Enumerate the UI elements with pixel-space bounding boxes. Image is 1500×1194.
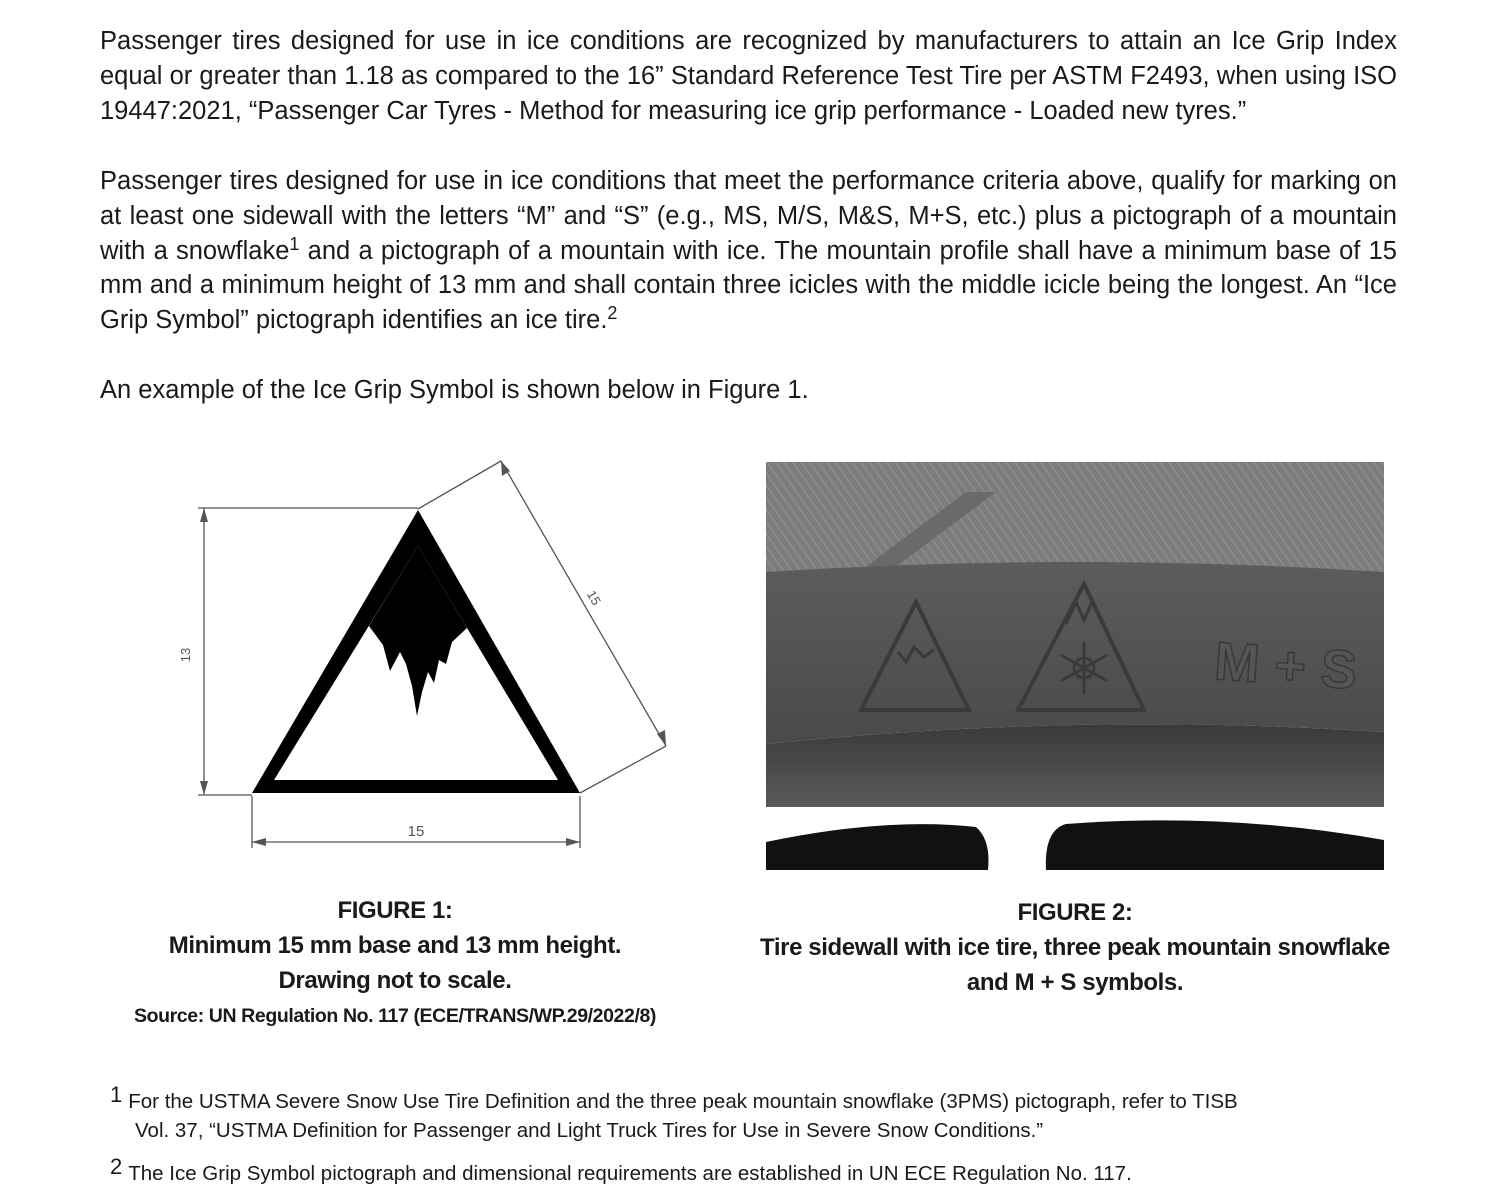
paragraph-ice-grip-index: Passenger tires designed for use in ice conditions are recognized by manufacturers to attain an Ice Grip Index equal or greater than 1.18 as compared to the 16” Standard Reference Test Tire per ASTM F2493, when using ISO 19447:2021, “Passenger Car Tyres - Method for measuring ice grip performance - Loaded new tyres.”	[100, 27, 1397, 125]
figure-1-caption-line2: Drawing not to scale.	[278, 967, 512, 994]
figure-1-title: FIGURE 1:	[337, 897, 453, 924]
figure-1-caption	[100, 893, 690, 1030]
figure-1-source: Source: UN Regulation No. 117 (ECE/TRANS/WP.29/2022/8)	[133, 1005, 657, 1027]
footnote-ref-2[interactable]: 2	[607, 303, 618, 324]
footnote-1-number: 1	[110, 1082, 123, 1107]
figure-1-caption-line1: Minimum 15 mm base and 13 mm height.	[168, 932, 622, 959]
figure-2-title: FIGURE 2:	[1017, 899, 1133, 926]
tire-rim-band	[766, 724, 1384, 807]
footnote-1-line2: Vol. 37, “USTMA Definition for Passenger and Light Truck Tires for Use in Severe Snow Conditions.”	[135, 1119, 1044, 1142]
figure-2-caption-line2: and M + S symbols.	[966, 969, 1184, 996]
footnote-1	[110, 1080, 1370, 1145]
footnote-2-line1: The Ice Grip Symbol pictograph and dimensional requirements are established in UN ECE Regulation No. 117.	[128, 1162, 1132, 1185]
footnote-2-number: 2	[110, 1154, 123, 1179]
dimension-height-label: 13	[178, 647, 193, 663]
m-plus-s-marking: M + S	[1212, 631, 1359, 701]
paragraph-marking-text-a: Passenger tires designed for use in ice conditions that meet the performance criteria above, qualify for marking on at least one sidewall with the letters “M” and “S” (e.g., MS, M/S, M&S, M+S, etc.) plus a pictograph of a mountain with a snowflake	[100, 167, 1397, 265]
paragraph-figure-intro: An example of the Ice Grip Symbol is shown below in Figure 1.	[100, 376, 809, 404]
figure-2-caption-line1: Tire sidewall with ice tire, three peak mountain snowflake	[760, 934, 1390, 961]
paragraph-marking-text-b: and a pictograph of a mountain with ice. The mountain profile shall have a minimum base of 15 mm and a minimum height of 13 mm and shall contain three icicles with the middle icicle being the longest. An “Ice Grip Symbol” pictograph identifies an ice tire.	[100, 236, 1397, 335]
figure-2-caption	[755, 895, 1395, 1000]
ice-grip-symbol-drawing	[160, 450, 680, 870]
footnote-1-line1: For the USTMA Severe Snow Use Tire Definition and the three peak mountain snowflake (3PMS) pictograph, refer to TISB	[128, 1090, 1238, 1113]
footnote-2	[110, 1152, 1370, 1188]
footnote-ref-1[interactable]: 1	[289, 233, 300, 254]
tire-sidewall-photo	[766, 462, 1384, 870]
dimension-base-label: 15	[407, 823, 425, 840]
dimension-side-label: 15	[583, 587, 605, 608]
paragraph-marking-requirements	[100, 164, 1397, 338]
